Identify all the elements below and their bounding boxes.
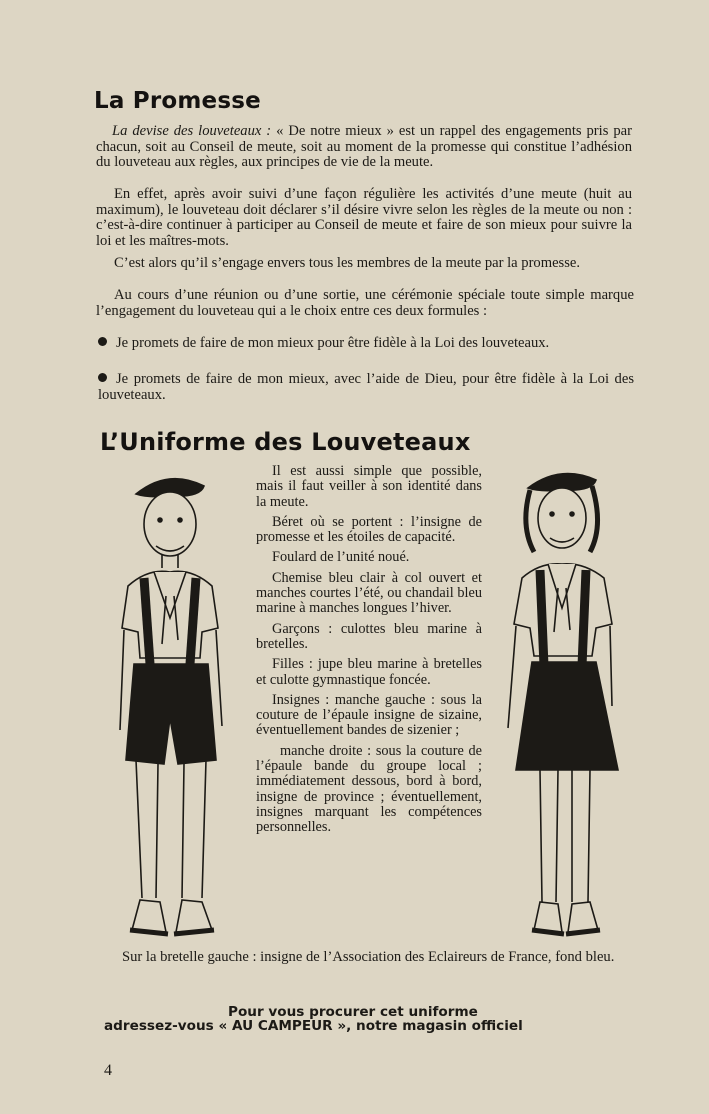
- bretelle-note: Sur la bretelle gauche : insigne de l’Association des Eclaireurs de France, fond bleu.: [122, 949, 615, 965]
- section-title-promesse: La Promesse: [94, 88, 261, 114]
- shop-line-2: adressez-vous « AU CAMPEUR », notre magasin officiel: [104, 1018, 523, 1034]
- section-title-uniforme: L’Uniforme des Louveteaux: [100, 428, 471, 456]
- uniform-paragraph: Foulard de l’unité noué.: [272, 549, 410, 566]
- uniform-description: [256, 464, 482, 841]
- uniform-paragraph: Filles : jupe bleu marine à bretelles et culotte gymnastique foncée.: [256, 656, 482, 688]
- uniform-paragraph: Chemise bleu clair à col ouvert et manches courtes l’été, ou chandail bleu marine à manches longues l’hiver.: [256, 569, 482, 617]
- uniform-paragraph: Garçons : culottes bleu marine à bretelles.: [256, 620, 482, 652]
- uniform-paragraph: Il est aussi simple que possible, mais il faut veiller à son identité dans la meute.: [256, 463, 482, 510]
- girl-illustration: [500, 466, 626, 942]
- devise-lead: La devise des louveteaux :: [112, 123, 272, 139]
- promesse-paragraph-4: Au cours d’une réunion ou d’une sortie, une cérémonie spéciale toute simple marque l’engagement du louveteau qui a le choix entre ces deux formules :: [96, 287, 634, 319]
- shop-line-1: Pour vous procurer cet uniforme: [228, 1004, 478, 1020]
- uniform-paragraph: manche droite : sous la couture de l’épaule bande du groupe local ; immédiatement dessous, bord à bord, insigne de province ; éventuellement, insignes marquant les compétences personnelles.: [256, 742, 482, 836]
- promesse-paragraph-1: [96, 124, 632, 171]
- formula-2: Je promets de faire de mon mieux, avec l’aide de Dieu, pour être fidèle à la Loi des louveteaux.: [98, 371, 634, 403]
- boy-illustration: [108, 468, 238, 944]
- boy-figure-drawing: [108, 468, 238, 944]
- girl-figure-drawing: [500, 466, 626, 942]
- devise-text: « De notre mieux » est un rappel des engagements pris par chacun, soit au Conseil de meute, soit au moment de la promesse qui constitue l’adhésion du louveteau aux règles, aux principes de vie de la meute.: [96, 123, 632, 171]
- promesse-paragraph-2: En effet, après avoir suivi d’une façon régulière les activités d’une meute (huit au maximum), le louveteau doit déclarer s’il désire vivre selon les règles de la meute ou non : c’est-à-dire continuer à participer au Conseil de meute et faire de son mieux pour suivre la loi et les maîtres-mots.: [96, 186, 632, 249]
- promesse-paragraph-3: C’est alors qu’il s’engage envers tous les membres de la meute par la promesse.: [114, 255, 581, 271]
- uniform-paragraph: Insignes : manche gauche : sous la couture de l’épaule insigne de sizaine, éventuellement bandes de sizenier ;: [256, 691, 482, 739]
- page-number: 4: [104, 1062, 112, 1079]
- uniform-paragraph: Béret où se portent : l’insigne de promesse et les étoiles de capacité.: [256, 513, 482, 546]
- formula-1: Je promets de faire de mon mieux pour être fidèle à la Loi des louveteaux.: [98, 336, 634, 352]
